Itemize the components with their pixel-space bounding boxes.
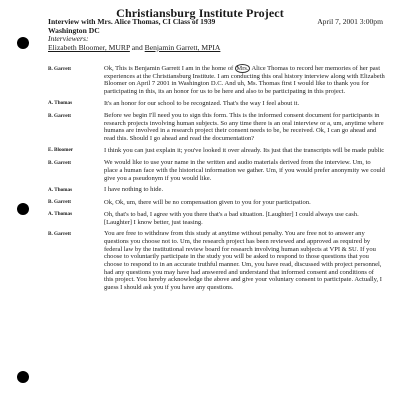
speaker-name: B. Garrett (48, 159, 71, 166)
turn-text: Ok, Ok, um, there will be no compensation given to you for your participation. (104, 198, 311, 206)
turn-text: I have nothing to hide. (104, 186, 164, 194)
interviewer-name: Benjamin Garrett, MPIA (144, 42, 221, 52)
turn-text-part: Alice Thomas to record her memories of her past experiences at the Christiansburg Institute. I am conducting this oral history interview along with Elizabeth Bloomer on April 7 2001 in Washington D.C. And uh, Ms. Thomas first I would like to thank you for participating in this, its an honor for us to be here and also to be participating in this project. (104, 65, 385, 95)
binder-holes (17, 0, 29, 400)
transcript (48, 65, 385, 296)
transcript-turn (48, 211, 385, 226)
speaker-name: B. Garrett (48, 65, 71, 72)
transcript-turn (48, 199, 385, 207)
turn-text-part: Ok, This is Benjamin Garrett I am in the home of (104, 65, 235, 72)
turn-text: We would like to use your name in the written and audio materials derived from the interview. Um, to place a human face with the historical information we gather. Um, if you would prefer anonymity we could give you a pseudonym if you would like. (104, 159, 385, 182)
document-title: Christiansburg Institute Project (116, 6, 284, 20)
interview-heading: Interview with Mrs. Alice Thomas, CI Class of 1939 (48, 17, 216, 26)
transcript-turn (48, 100, 385, 108)
interview-location: Washington DC (48, 25, 100, 35)
turn-text: It's an honor for our school to be recognized. That's the way I feel about it. (104, 99, 300, 107)
transcript-turn (48, 159, 385, 182)
speaker-name: A. Thomas (48, 100, 73, 107)
transcript-turn (48, 65, 385, 96)
interview-header (48, 18, 383, 52)
turn-text: I think you can just explain it; you've looked it over already. Its just that the transcripts will be made public (104, 146, 385, 154)
turn-text: Oh, that's to bad, I agree with you there that's a bad situation. [Laughter] I could always use cash. [Laughter] I know better, just teasing. (104, 210, 359, 226)
binder-hole (17, 37, 29, 49)
interview-date-time: April 7, 2001 3:00pm (317, 17, 383, 26)
interviewers-line (48, 44, 383, 53)
interviewers-label: Interviewers: (48, 34, 89, 44)
speaker-name: A. Thomas (48, 211, 73, 218)
turn-text: You are free to withdraw from this study at anytime without penalty. You are free not to answer any questions you choose not to. Um, the research project has been reviewed and approved as required by federal law by the institutional review board for research involving human subjects at VPI & SU. If you choose to voluntarily participate in the study you will be asked to respond to those questions that you choose to respond to in an accurate truthful manner. Um, you have read, discussed with project personnel, had any questions you may have had answered and understand that informed consent and conditions of this project. You hereby acknowledge the above and give your voluntary consent to participate. Actually, I guess I should ask you if you have any questions. (104, 230, 382, 291)
interviewer-name: Elizabeth Bloomer, MURP (48, 42, 130, 52)
circled-word: Mrs. (236, 65, 249, 72)
turn-text (104, 65, 385, 96)
transcript-turn (48, 230, 385, 291)
transcript-turn (48, 186, 385, 194)
speaker-name: B. Garrett (48, 199, 71, 206)
transcript-turn (48, 112, 385, 143)
transcript-turn (48, 147, 385, 155)
binder-hole (17, 203, 29, 215)
speaker-name: B. Garrett (48, 230, 71, 237)
turn-text: Before we begin I'll need you to sign this form. This is the informed consent document for participants in research projects involving human subjects. So any time there is an oral interview or a, um, anytime where humans are involved in a research project their consent needs to be, be received. Ok, I can go ahead and read this. Should I go ahead and read the documentation? (104, 112, 384, 143)
speaker-name: E. Bloomer (48, 147, 74, 154)
binder-hole (17, 371, 29, 383)
speaker-name: A. Thomas (48, 186, 73, 193)
speaker-name: B. Garrett (48, 112, 71, 119)
interviewers-conjunction: and (131, 42, 143, 52)
